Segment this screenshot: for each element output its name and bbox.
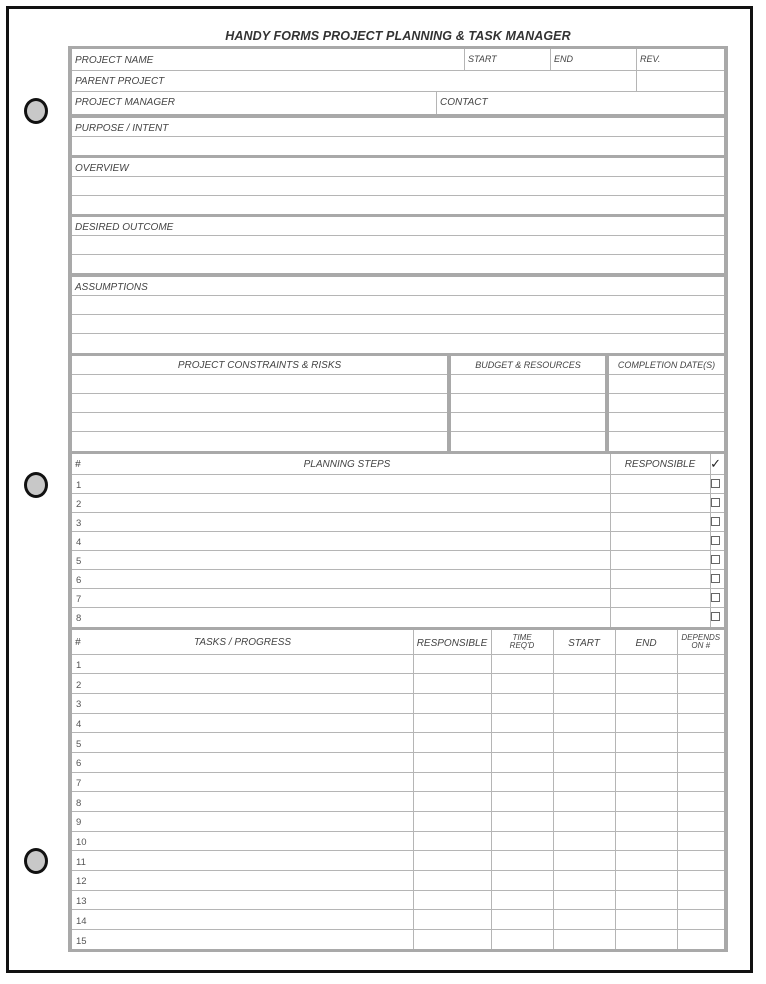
- task-number: 6: [76, 758, 82, 770]
- planning-step-row[interactable]: [72, 494, 724, 513]
- task-description-cell[interactable]: [72, 910, 413, 930]
- overview-label: OVERVIEW: [75, 163, 129, 174]
- task-end-cell[interactable]: [615, 674, 677, 694]
- checkmark-icon: ✓: [710, 456, 721, 471]
- planning-step-row[interactable]: [72, 589, 724, 608]
- task-number: 10: [76, 837, 87, 849]
- task-responsible-cell[interactable]: [413, 654, 491, 674]
- task-start-cell[interactable]: [553, 851, 615, 871]
- task-description-cell[interactable]: [72, 930, 413, 950]
- constraints-header: [72, 356, 447, 375]
- parent-project-label: PARENT PROJECT: [75, 76, 165, 87]
- task-start-cell[interactable]: [553, 674, 615, 694]
- task-end-cell[interactable]: [615, 930, 677, 950]
- binder-hole-icon: [24, 472, 48, 498]
- task-row[interactable]: [72, 851, 724, 871]
- rev-label: REV.: [640, 54, 661, 64]
- overview-section: [68, 155, 728, 217]
- task-time-cell[interactable]: [491, 851, 553, 871]
- tasks-start-label: START: [568, 637, 600, 649]
- overview-line[interactable]: [72, 196, 724, 214]
- form-title: HANDY FORMS PROJECT PLANNING & TASK MANAGER: [225, 29, 571, 43]
- planning-steps-section: [68, 451, 728, 630]
- task-depends-cell[interactable]: [677, 733, 724, 753]
- task-depends-cell[interactable]: [677, 871, 724, 891]
- assumptions-line[interactable]: [72, 315, 724, 334]
- completion-column: [609, 356, 724, 451]
- task-time-cell[interactable]: [491, 812, 553, 832]
- planning-step-row[interactable]: [72, 475, 724, 494]
- completion-header: [609, 356, 724, 375]
- budget-resources-label: BUDGET & RESOURCES: [475, 360, 581, 370]
- purpose-header: [72, 118, 724, 137]
- project-name-row[interactable]: [72, 49, 724, 71]
- planning-step-row[interactable]: [72, 551, 724, 570]
- task-description-cell[interactable]: [72, 890, 413, 910]
- completion-line[interactable]: [609, 394, 724, 413]
- budget-line[interactable]: [451, 394, 605, 413]
- task-start-cell[interactable]: [553, 772, 615, 792]
- time-req-label-line2: REQ'D: [509, 640, 535, 650]
- task-responsible-cell[interactable]: [413, 851, 491, 871]
- task-row[interactable]: [72, 733, 724, 753]
- constraints-line[interactable]: [72, 375, 447, 394]
- assumptions-label: ASSUMPTIONS: [75, 282, 148, 293]
- tasks-end-label: END: [635, 637, 657, 649]
- planning-step-row[interactable]: [72, 513, 724, 532]
- planning-step-number: 6: [76, 575, 82, 586]
- task-time-cell[interactable]: [491, 752, 553, 772]
- task-end-cell[interactable]: [615, 654, 677, 674]
- planning-step-checkbox[interactable]: [711, 536, 720, 545]
- tasks-responsible-label: RESPONSIBLE: [416, 637, 488, 649]
- planning-step-number: 3: [76, 518, 82, 529]
- task-number: 13: [76, 896, 87, 908]
- constraints-risks-column: [72, 356, 447, 451]
- task-responsible-cell[interactable]: [413, 693, 491, 713]
- task-responsible-cell[interactable]: [413, 674, 491, 694]
- task-row[interactable]: [72, 654, 724, 674]
- task-number: 3: [76, 699, 82, 711]
- assumptions-line[interactable]: [72, 296, 724, 315]
- task-end-cell[interactable]: [615, 792, 677, 812]
- task-depends-cell[interactable]: [677, 930, 724, 950]
- desired-outcome-line[interactable]: [72, 236, 724, 255]
- task-end-cell[interactable]: [615, 851, 677, 871]
- task-row[interactable]: [72, 693, 724, 713]
- tasks-hash-label: #: [75, 637, 81, 648]
- task-depends-cell[interactable]: [677, 752, 724, 772]
- task-number: 14: [76, 915, 87, 927]
- tasks-section: [68, 627, 728, 952]
- task-depends-cell[interactable]: [677, 812, 724, 832]
- task-responsible-cell[interactable]: [413, 713, 491, 733]
- task-start-cell[interactable]: [553, 693, 615, 713]
- task-start-cell[interactable]: [553, 890, 615, 910]
- budget-header: [451, 356, 605, 375]
- task-depends-cell[interactable]: [677, 713, 724, 733]
- planning-header: [72, 454, 724, 475]
- task-row[interactable]: [72, 812, 724, 832]
- time-req-label-line1: TIME: [512, 632, 532, 642]
- task-start-cell[interactable]: [553, 713, 615, 733]
- task-row[interactable]: [72, 910, 724, 930]
- task-responsible-cell[interactable]: [413, 871, 491, 891]
- task-time-cell[interactable]: [491, 930, 553, 950]
- task-depends-cell[interactable]: [677, 910, 724, 930]
- task-start-cell[interactable]: [553, 910, 615, 930]
- planning-step-row[interactable]: [72, 532, 724, 551]
- task-end-cell[interactable]: [615, 910, 677, 930]
- task-description-cell[interactable]: [72, 812, 413, 832]
- planning-step-row[interactable]: [72, 608, 724, 626]
- task-number: 5: [76, 738, 82, 750]
- task-end-cell[interactable]: [615, 752, 677, 772]
- task-depends-cell[interactable]: [677, 851, 724, 871]
- assumptions-section: [68, 274, 728, 356]
- completion-dates-label: COMPLETION DATE(S): [617, 360, 716, 370]
- completion-line[interactable]: [609, 432, 724, 451]
- task-depends-cell[interactable]: [677, 654, 724, 674]
- task-number: 4: [76, 718, 82, 730]
- task-end-cell[interactable]: [615, 733, 677, 753]
- task-start-cell[interactable]: [553, 930, 615, 950]
- planning-step-row[interactable]: [72, 570, 724, 589]
- task-end-cell[interactable]: [615, 871, 677, 891]
- task-end-cell[interactable]: [615, 812, 677, 832]
- project-name-label: PROJECT NAME: [75, 55, 154, 66]
- assumptions-header: [72, 277, 724, 296]
- planning-step-number: 7: [76, 594, 82, 605]
- planning-step-checkbox[interactable]: [711, 498, 720, 507]
- planning-responsible-label: RESPONSIBLE: [624, 459, 696, 470]
- task-start-cell[interactable]: [553, 733, 615, 753]
- task-number: 1: [76, 659, 82, 671]
- task-responsible-cell[interactable]: [413, 831, 491, 851]
- task-time-cell[interactable]: [491, 831, 553, 851]
- planning-step-checkbox[interactable]: [711, 574, 720, 583]
- task-row[interactable]: [72, 674, 724, 694]
- task-time-cell[interactable]: [491, 693, 553, 713]
- task-responsible-cell[interactable]: [413, 930, 491, 950]
- task-row[interactable]: [72, 713, 724, 733]
- task-number: 11: [76, 856, 86, 868]
- task-time-cell[interactable]: [491, 792, 553, 812]
- constraints-risks-label: PROJECT CONSTRAINTS & RISKS: [177, 359, 342, 371]
- assumptions-line[interactable]: [72, 334, 724, 353]
- planning-step-checkbox[interactable]: [711, 612, 720, 621]
- task-description-cell[interactable]: [72, 792, 413, 812]
- task-description-cell[interactable]: [72, 713, 413, 733]
- planning-step-checkbox[interactable]: [711, 593, 720, 602]
- desired-outcome-header: [72, 217, 724, 236]
- task-description-cell[interactable]: [72, 851, 413, 871]
- task-description-cell[interactable]: [72, 831, 413, 851]
- task-time-cell[interactable]: [491, 654, 553, 674]
- task-start-cell[interactable]: [553, 654, 615, 674]
- task-end-cell[interactable]: [615, 831, 677, 851]
- task-row[interactable]: [72, 792, 724, 812]
- task-time-cell[interactable]: [491, 733, 553, 753]
- project-manager-label: PROJECT MANAGER: [75, 97, 176, 108]
- task-number: 2: [76, 679, 82, 691]
- completion-line[interactable]: [609, 375, 724, 394]
- start-label: START: [468, 54, 497, 64]
- contact-label: CONTACT: [440, 97, 488, 108]
- budget-column: [451, 356, 605, 451]
- task-time-cell[interactable]: [491, 674, 553, 694]
- planning-step-checkbox[interactable]: [711, 555, 720, 564]
- purpose-label: PURPOSE / INTENT: [75, 123, 169, 134]
- binder-hole-icon: [24, 848, 48, 874]
- constraints-line[interactable]: [72, 394, 447, 413]
- task-start-cell[interactable]: [553, 831, 615, 851]
- planning-step-number: 1: [76, 480, 82, 491]
- task-end-cell[interactable]: [615, 713, 677, 733]
- task-start-cell[interactable]: [553, 812, 615, 832]
- completion-line[interactable]: [609, 413, 724, 432]
- task-description-cell[interactable]: [72, 733, 413, 753]
- task-time-cell[interactable]: [491, 890, 553, 910]
- planning-step-number: 4: [76, 537, 82, 548]
- planning-step-checkbox[interactable]: [711, 517, 720, 526]
- task-end-cell[interactable]: [615, 772, 677, 792]
- planning-steps-label: PLANNING STEPS: [303, 459, 391, 470]
- task-row[interactable]: [72, 890, 724, 910]
- desired-outcome-label: DESIRED OUTCOME: [75, 222, 174, 233]
- task-responsible-cell[interactable]: [413, 772, 491, 792]
- task-depends-cell[interactable]: [677, 890, 724, 910]
- constraints-line[interactable]: [72, 432, 447, 451]
- task-description-cell[interactable]: [72, 772, 413, 792]
- project-manager-row[interactable]: [72, 92, 724, 114]
- tasks-header: [72, 630, 724, 654]
- budget-line[interactable]: [451, 432, 605, 451]
- task-number: 9: [76, 817, 82, 829]
- planning-step-number: 5: [76, 556, 82, 567]
- purpose-line[interactable]: [72, 137, 724, 155]
- task-start-cell[interactable]: [553, 792, 615, 812]
- task-time-cell[interactable]: [491, 772, 553, 792]
- planning-step-number: 8: [76, 613, 82, 624]
- end-label: END: [554, 54, 574, 64]
- task-number: 12: [76, 876, 87, 888]
- task-number: 7: [76, 777, 82, 789]
- task-description-cell[interactable]: [72, 654, 413, 674]
- binder-hole-icon: [24, 98, 48, 124]
- task-responsible-cell[interactable]: [413, 733, 491, 753]
- task-description-cell[interactable]: [72, 871, 413, 891]
- task-row[interactable]: [72, 871, 724, 891]
- budget-line[interactable]: [451, 375, 605, 394]
- task-responsible-cell[interactable]: [413, 812, 491, 832]
- constraints-section: [68, 353, 728, 454]
- task-number: 8: [76, 797, 82, 809]
- task-responsible-cell[interactable]: [413, 792, 491, 812]
- task-depends-cell[interactable]: [677, 792, 724, 812]
- task-row[interactable]: [72, 772, 724, 792]
- task-description-cell[interactable]: [72, 693, 413, 713]
- task-number: 15: [76, 935, 87, 947]
- planning-step-number: 2: [76, 499, 82, 510]
- task-depends-cell[interactable]: [677, 772, 724, 792]
- task-depends-cell[interactable]: [677, 831, 724, 851]
- constraints-line[interactable]: [72, 413, 447, 432]
- task-description-cell[interactable]: [72, 752, 413, 772]
- task-time-cell[interactable]: [491, 871, 553, 891]
- budget-line[interactable]: [451, 413, 605, 432]
- task-row[interactable]: [72, 930, 724, 950]
- desired-outcome-line[interactable]: [72, 255, 724, 273]
- task-end-cell[interactable]: [615, 890, 677, 910]
- task-row[interactable]: [72, 831, 724, 851]
- task-responsible-cell[interactable]: [413, 890, 491, 910]
- overview-header: [72, 158, 724, 177]
- depends-label-line1: DEPENDS: [681, 632, 721, 642]
- parent-project-row[interactable]: [72, 71, 724, 92]
- planning-step-checkbox[interactable]: [711, 479, 720, 488]
- task-description-cell[interactable]: [72, 674, 413, 694]
- task-row[interactable]: [72, 752, 724, 772]
- tasks-progress-label: TASKS / PROGRESS: [193, 637, 292, 648]
- planning-hash-label: #: [75, 459, 81, 470]
- task-time-cell[interactable]: [491, 713, 553, 733]
- depends-label-line2: ON #: [691, 640, 711, 650]
- desired-outcome-section: [68, 214, 728, 276]
- purpose-section: [68, 115, 728, 158]
- task-start-cell[interactable]: [553, 871, 615, 891]
- task-end-cell[interactable]: [615, 693, 677, 713]
- task-time-cell[interactable]: [491, 910, 553, 930]
- overview-line[interactable]: [72, 177, 724, 196]
- task-responsible-cell[interactable]: [413, 752, 491, 772]
- task-responsible-cell[interactable]: [413, 910, 491, 930]
- task-depends-cell[interactable]: [677, 693, 724, 713]
- task-start-cell[interactable]: [553, 752, 615, 772]
- header-section: [68, 46, 728, 117]
- task-depends-cell[interactable]: [677, 674, 724, 694]
